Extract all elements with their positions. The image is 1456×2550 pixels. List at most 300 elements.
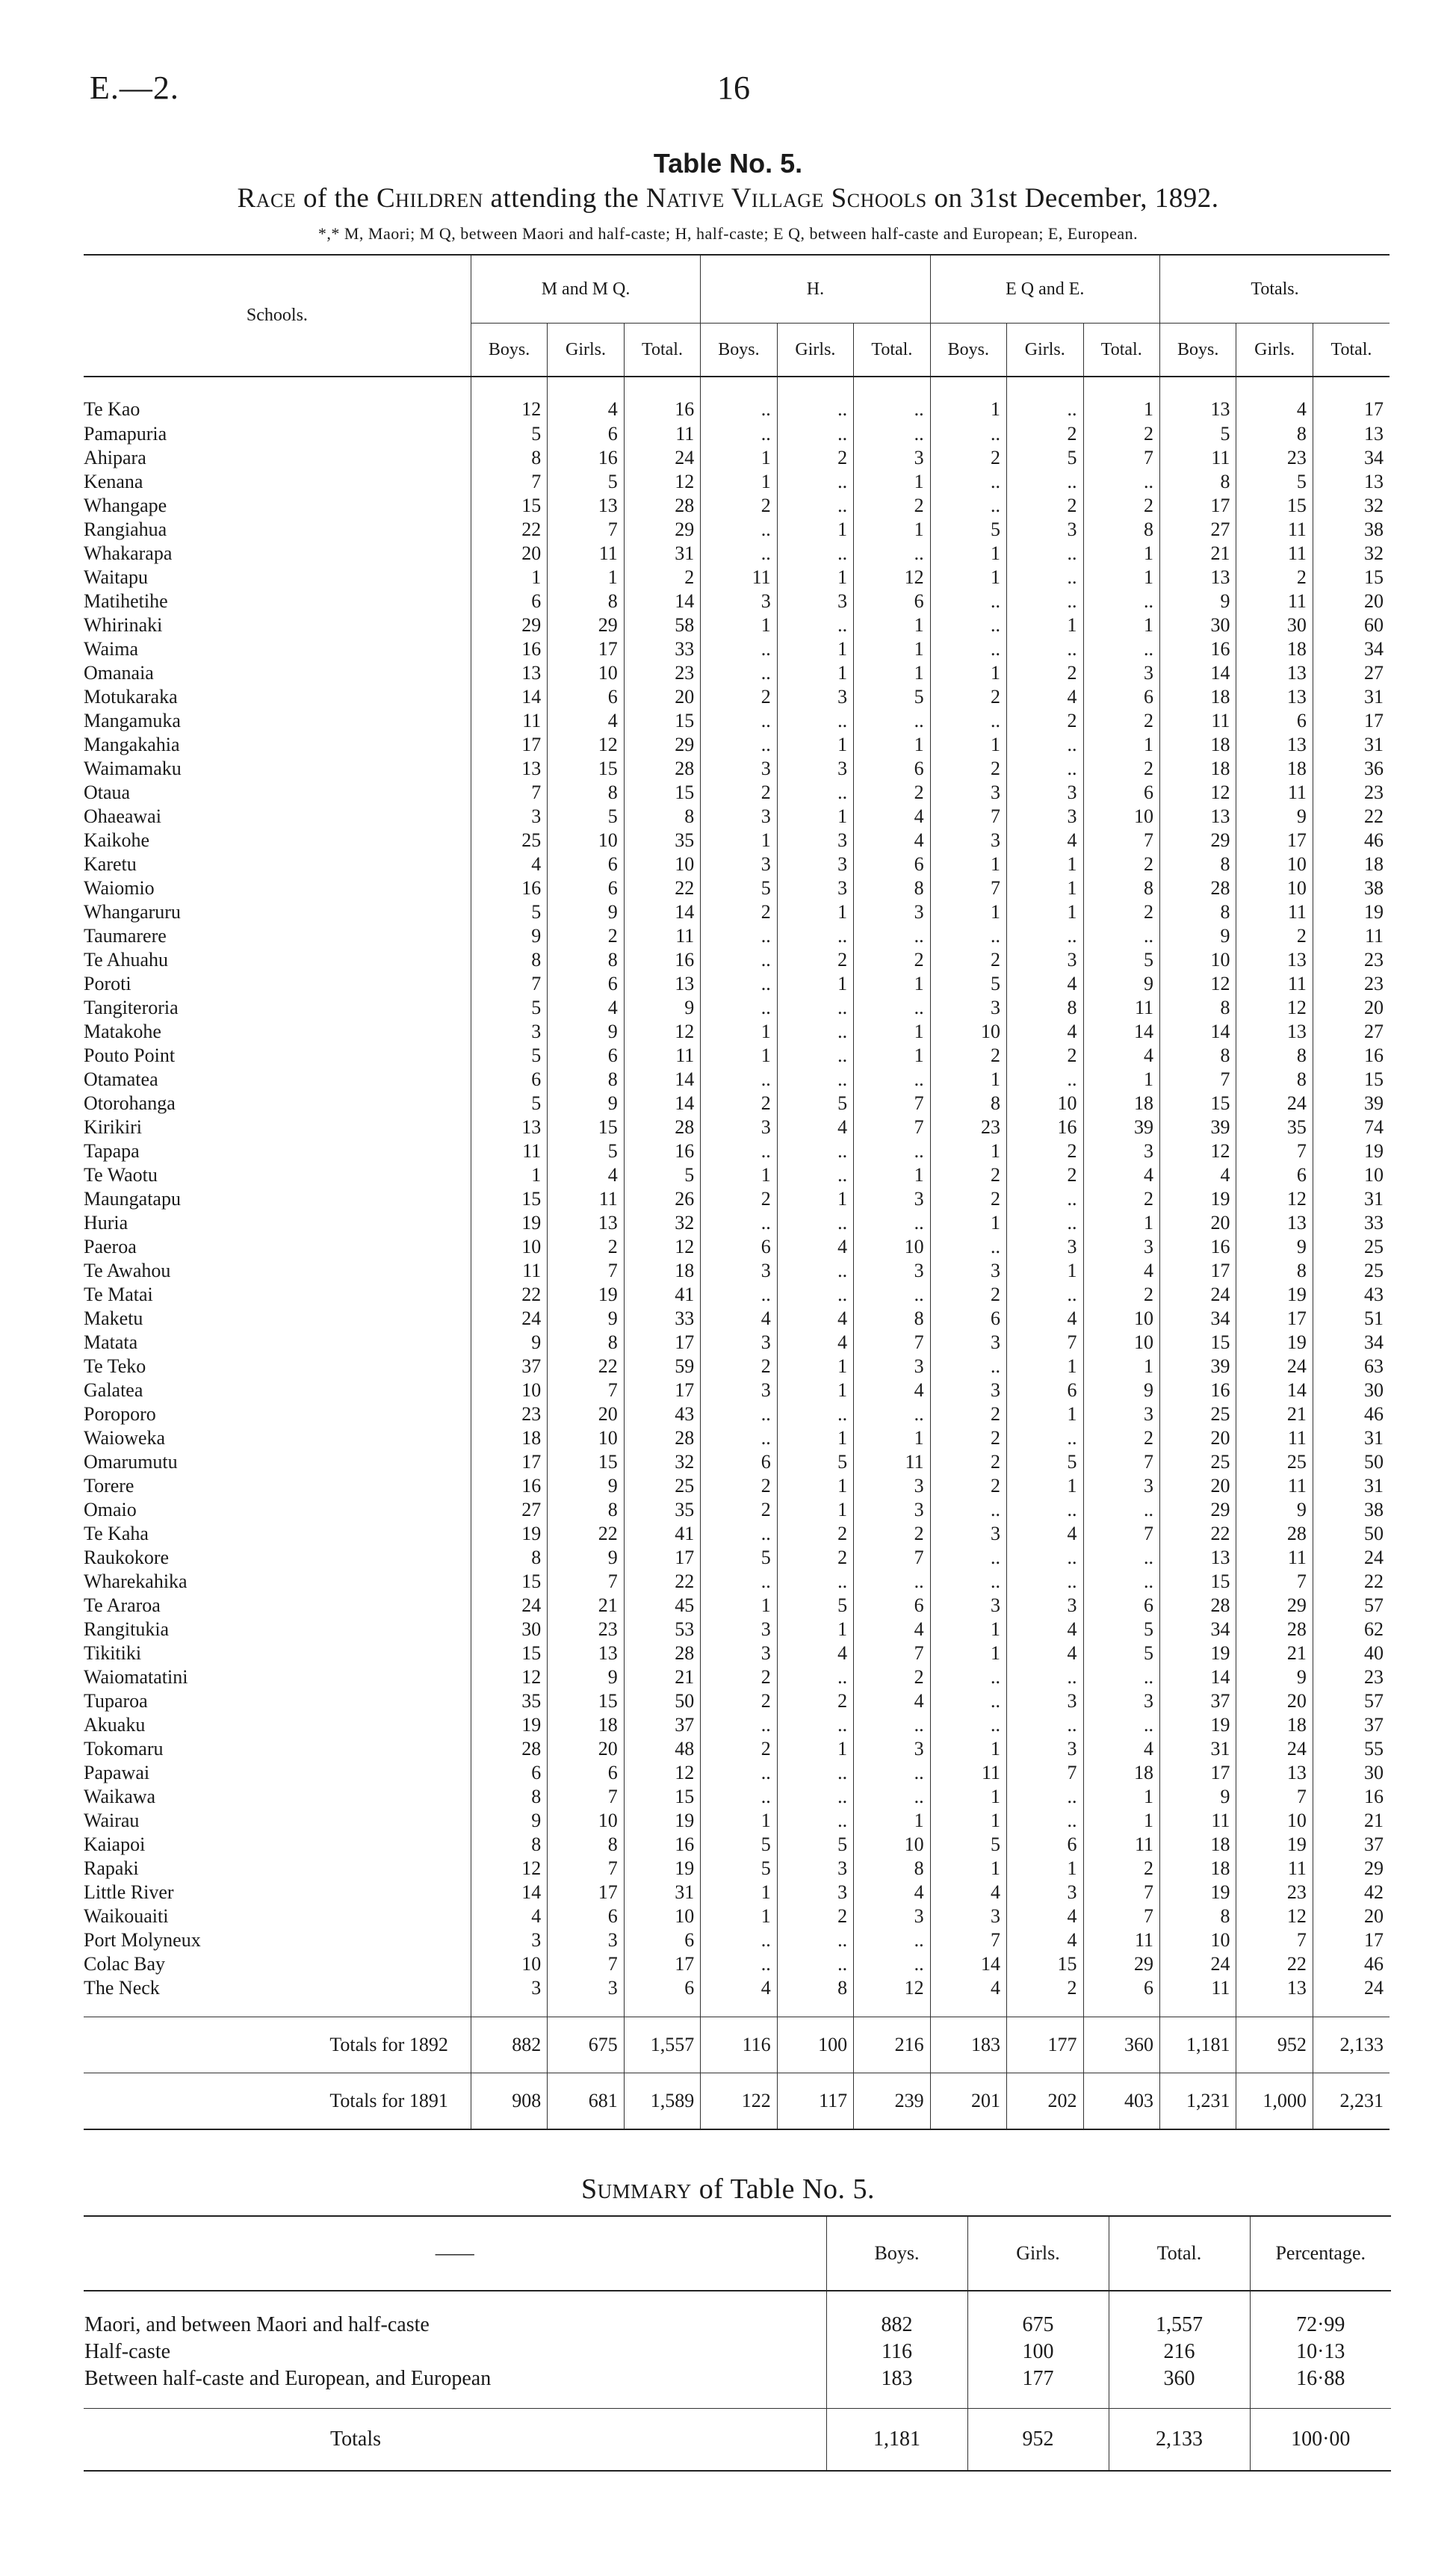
value-cell: ..: [777, 1713, 853, 1737]
value-cell: 6: [701, 1450, 777, 1474]
value-cell: 18: [1159, 757, 1236, 781]
value-cell: 8: [471, 1833, 547, 1857]
value-cell: 2: [1083, 757, 1159, 781]
value-cell: 53: [624, 1618, 700, 1641]
school-name: [84, 1139, 471, 1163]
value-cell: 5: [548, 470, 624, 494]
school-name: [84, 924, 471, 948]
value-cell: ..: [1007, 542, 1083, 566]
school-row: [84, 1259, 1390, 1283]
value-cell: 8: [548, 589, 624, 613]
value-cell: 952: [1236, 2017, 1313, 2073]
value-cell: 2: [1083, 900, 1159, 924]
value-cell: 2: [1236, 924, 1313, 948]
value-cell: 34: [1159, 1618, 1236, 1641]
value-cell: 1: [1083, 1809, 1159, 1833]
value-cell: 18: [1159, 1857, 1236, 1881]
school-name: [84, 781, 471, 805]
value-cell: 1: [701, 613, 777, 637]
school-row: [84, 876, 1390, 900]
value-cell: 13: [1236, 1976, 1313, 2017]
value-cell: ..: [854, 924, 930, 948]
value-cell: 12: [1236, 1187, 1313, 1211]
value-cell: 1: [701, 1904, 777, 1928]
value-cell: 10: [1083, 1307, 1159, 1331]
school-name: [84, 1737, 471, 1761]
value-cell: 15: [471, 1570, 547, 1594]
value-cell: 19: [548, 1283, 624, 1307]
value-cell: 43: [1313, 1283, 1390, 1307]
value-cell: 6: [1083, 1976, 1159, 2017]
value-cell: ..: [930, 1665, 1006, 1689]
value-cell: 31: [1313, 1426, 1390, 1450]
value-cell: 9: [548, 1307, 624, 1331]
value-cell: 74: [1313, 1115, 1390, 1139]
value-cell: 6: [854, 757, 930, 781]
value-cell: 15: [548, 1689, 624, 1713]
value-cell: 2: [701, 781, 777, 805]
value-cell: 25: [1313, 1259, 1390, 1283]
school-name-text: Kaikohe: [84, 829, 150, 851]
value-cell: 3: [854, 446, 930, 470]
value-cell: 19: [1159, 1713, 1236, 1737]
school-name-text: Waioweka: [84, 1427, 166, 1449]
school-row: [84, 1450, 1390, 1474]
value-cell: 3: [701, 1378, 777, 1402]
summary-header-boys: Boys.: [826, 2216, 967, 2291]
value-cell: 177: [1007, 2017, 1083, 2073]
value-cell: 17: [1159, 1761, 1236, 1785]
value-cell: 11: [1083, 1833, 1159, 1857]
school-row: [84, 1498, 1390, 1522]
value-cell: ..: [930, 422, 1006, 446]
value-cell: ..: [777, 1570, 853, 1594]
school-row: [84, 589, 1390, 613]
summary-value-cell: 177: [967, 2365, 1109, 2409]
value-cell: 3: [930, 1259, 1006, 1283]
value-cell: 10: [1159, 1928, 1236, 1952]
value-cell: 6: [471, 1068, 547, 1092]
value-cell: 3: [930, 1904, 1006, 1928]
value-cell: 20: [1313, 1904, 1390, 1928]
value-cell: 11: [1236, 518, 1313, 542]
value-cell: ..: [1007, 1187, 1083, 1211]
value-cell: 3: [701, 1259, 777, 1283]
value-cell: 17: [1159, 494, 1236, 518]
school-name-text: Tokomaru: [84, 1738, 164, 1760]
value-cell: 1: [930, 900, 1006, 924]
value-cell: 7: [548, 1378, 624, 1402]
value-cell: 3: [930, 1331, 1006, 1355]
value-cell: 2: [777, 1904, 853, 1928]
value-cell: 14: [1083, 1020, 1159, 1044]
value-cell: 24: [1159, 1283, 1236, 1307]
value-cell: 1: [777, 1474, 853, 1498]
value-cell: 6: [548, 972, 624, 996]
value-cell: 11: [471, 1139, 547, 1163]
value-cell: 7: [1083, 1881, 1159, 1904]
school-row: [84, 1235, 1390, 1259]
school-row: [84, 1713, 1390, 1737]
value-cell: 60: [1313, 613, 1390, 637]
value-cell: 23: [1236, 446, 1313, 470]
school-name: [84, 1976, 471, 2017]
value-cell: 12: [1236, 996, 1313, 1020]
school-name: [84, 1498, 471, 1522]
value-cell: 1,557: [624, 2017, 700, 2073]
value-cell: 9: [471, 924, 547, 948]
value-cell: ..: [854, 1283, 930, 1307]
value-cell: 7: [548, 518, 624, 542]
school-row: [84, 1976, 1390, 2017]
school-row: [84, 757, 1390, 781]
value-cell: 3: [1083, 1474, 1159, 1498]
school-row: [84, 1044, 1390, 1068]
value-cell: ..: [1083, 589, 1159, 613]
value-cell: 3: [1083, 1689, 1159, 1713]
value-cell: ..: [930, 1235, 1006, 1259]
value-cell: 31: [1313, 685, 1390, 709]
value-cell: 11: [1236, 589, 1313, 613]
col-header-girls: Girls.: [1236, 324, 1313, 377]
value-cell: ..: [777, 781, 853, 805]
value-cell: 3: [1007, 1594, 1083, 1618]
value-cell: 14: [471, 685, 547, 709]
value-cell: 6: [1083, 781, 1159, 805]
value-cell: 11: [930, 1761, 1006, 1785]
value-cell: 7: [930, 805, 1006, 829]
value-cell: 23: [548, 1618, 624, 1641]
value-cell: 2: [701, 1355, 777, 1378]
value-cell: 2: [854, 1665, 930, 1689]
value-cell: 20: [1159, 1474, 1236, 1498]
value-cell: 5: [471, 996, 547, 1020]
value-cell: 1: [777, 972, 853, 996]
school-name: [84, 1881, 471, 1904]
value-cell: 19: [471, 1211, 547, 1235]
value-cell: ..: [1007, 1546, 1083, 1570]
value-cell: 7: [930, 876, 1006, 900]
value-cell: 8: [1159, 852, 1236, 876]
value-cell: 3: [1007, 1737, 1083, 1761]
value-cell: ..: [854, 996, 930, 1020]
summary-total-row-label: Totals: [84, 2409, 826, 2472]
value-cell: 5: [930, 972, 1006, 996]
value-cell: 16: [1007, 1115, 1083, 1139]
value-cell: 2: [930, 1187, 1006, 1211]
group-header-totals: Totals.: [1159, 255, 1390, 324]
value-cell: 1: [777, 566, 853, 589]
value-cell: 12: [1159, 781, 1236, 805]
school-name-text: Torere: [84, 1475, 134, 1497]
school-name-text: The Neck: [84, 1977, 160, 1999]
value-cell: 5: [701, 1833, 777, 1857]
value-cell: 4: [1083, 1044, 1159, 1068]
value-cell: 19: [1313, 1139, 1390, 1163]
school-row: [84, 637, 1390, 661]
value-cell: 8: [1007, 996, 1083, 1020]
value-cell: 9: [1236, 1235, 1313, 1259]
value-cell: 6: [1083, 685, 1159, 709]
value-cell: 1: [1007, 1259, 1083, 1283]
value-cell: 1: [777, 637, 853, 661]
school-name: [84, 1450, 471, 1474]
value-cell: ..: [777, 1809, 853, 1833]
value-cell: 21: [1313, 1809, 1390, 1833]
value-cell: 8: [471, 446, 547, 470]
value-cell: 2: [1083, 1857, 1159, 1881]
value-cell: 10: [1159, 948, 1236, 972]
totals-label: [84, 2073, 471, 2130]
value-cell: 1: [854, 518, 930, 542]
value-cell: 11: [1313, 924, 1390, 948]
value-cell: 28: [624, 1115, 700, 1139]
school-row: [84, 805, 1390, 829]
value-cell: ..: [854, 422, 930, 446]
value-cell: 11: [854, 1450, 930, 1474]
value-cell: 22: [1159, 1522, 1236, 1546]
value-cell: 1: [777, 1618, 853, 1641]
value-cell: ..: [701, 1761, 777, 1785]
table-subtitle: [0, 182, 1456, 214]
value-cell: 24: [1159, 1952, 1236, 1976]
value-cell: 27: [1313, 661, 1390, 685]
value-cell: 3: [1007, 948, 1083, 972]
school-name-text: Huria: [84, 1212, 128, 1234]
value-cell: ..: [777, 1068, 853, 1092]
value-cell: 5: [1083, 1641, 1159, 1665]
value-cell: 2: [930, 1426, 1006, 1450]
value-cell: ..: [930, 1713, 1006, 1737]
school-name: [84, 1307, 471, 1331]
value-cell: 3: [471, 1928, 547, 1952]
value-cell: 50: [1313, 1450, 1390, 1474]
value-cell: 18: [471, 1426, 547, 1450]
value-cell: ..: [930, 613, 1006, 637]
value-cell: 7: [1083, 1450, 1159, 1474]
value-cell: 11: [1236, 1857, 1313, 1881]
value-cell: 9: [1236, 1498, 1313, 1522]
value-cell: 50: [1313, 1522, 1390, 1546]
value-cell: 8: [854, 876, 930, 900]
value-cell: 2: [701, 900, 777, 924]
value-cell: ..: [1083, 470, 1159, 494]
school-row: [84, 1665, 1390, 1689]
school-name-text: Wharekahika: [84, 1570, 188, 1592]
value-cell: 18: [1083, 1761, 1159, 1785]
value-cell: 6: [548, 1904, 624, 1928]
value-cell: 21: [1236, 1402, 1313, 1426]
value-cell: 8: [1236, 1068, 1313, 1092]
value-cell: 19: [1313, 900, 1390, 924]
value-cell: 1: [930, 1785, 1006, 1809]
value-cell: ..: [1083, 1665, 1159, 1689]
value-cell: ..: [1007, 1785, 1083, 1809]
value-cell: 35: [1236, 1115, 1313, 1139]
value-cell: 63: [1313, 1355, 1390, 1378]
value-cell: 1: [777, 1187, 853, 1211]
summary-value-cell: 952: [967, 2409, 1109, 2472]
value-cell: 20: [1236, 1689, 1313, 1713]
value-cell: 4: [854, 1618, 930, 1641]
value-cell: 3: [854, 1904, 930, 1928]
value-cell: ..: [777, 924, 853, 948]
value-cell: 20: [471, 542, 547, 566]
value-cell: 23: [1313, 1665, 1390, 1689]
value-cell: 5: [1007, 446, 1083, 470]
value-cell: 18: [1083, 1092, 1159, 1115]
school-name-text: Matata: [84, 1331, 138, 1353]
value-cell: 2: [701, 1665, 777, 1689]
value-cell: ..: [777, 470, 853, 494]
value-cell: ..: [701, 1713, 777, 1737]
value-cell: 20: [548, 1737, 624, 1761]
summary-value-cell: 1,181: [826, 2409, 967, 2472]
school-name: [84, 852, 471, 876]
value-cell: 3: [854, 1187, 930, 1211]
value-cell: 5: [1083, 948, 1159, 972]
value-cell: 4: [854, 1378, 930, 1402]
value-cell: ..: [701, 972, 777, 996]
school-name: [84, 1044, 471, 1068]
school-name-text: Raukokore: [84, 1547, 170, 1568]
value-cell: 2: [930, 1163, 1006, 1187]
value-cell: 6: [548, 1044, 624, 1068]
value-cell: 17: [1236, 1307, 1313, 1331]
school-row: [84, 852, 1390, 876]
school-row: [84, 1833, 1390, 1857]
value-cell: 5: [701, 876, 777, 900]
school-name-text: Pamapuria: [84, 423, 167, 445]
school-name: [84, 613, 471, 637]
value-cell: 1: [777, 1355, 853, 1378]
value-cell: 9: [471, 1809, 547, 1833]
school-row: [84, 1211, 1390, 1235]
value-cell: 1: [701, 446, 777, 470]
value-cell: 122: [701, 2073, 777, 2130]
value-cell: ..: [701, 1283, 777, 1307]
value-cell: 40: [1313, 1641, 1390, 1665]
value-cell: ..: [777, 1020, 853, 1044]
value-cell: 7: [548, 1785, 624, 1809]
school-row: [84, 470, 1390, 494]
value-cell: 14: [471, 1881, 547, 1904]
school-row: [84, 948, 1390, 972]
value-cell: 11: [1236, 542, 1313, 566]
value-cell: 2: [701, 1092, 777, 1115]
value-cell: 5: [624, 1163, 700, 1187]
value-cell: 6: [1236, 1163, 1313, 1187]
value-cell: 46: [1313, 1952, 1390, 1976]
value-cell: 14: [1159, 1665, 1236, 1689]
value-cell: 5: [471, 1092, 547, 1115]
value-cell: 4: [701, 1307, 777, 1331]
value-cell: 9: [471, 1331, 547, 1355]
value-cell: 11: [1159, 1809, 1236, 1833]
value-cell: 24: [624, 446, 700, 470]
value-cell: 7: [1083, 446, 1159, 470]
value-cell: 17: [624, 1546, 700, 1570]
value-cell: 17: [471, 733, 547, 757]
subtitle-attending: attending the: [490, 183, 639, 214]
school-row: [84, 1378, 1390, 1402]
value-cell: 1: [1007, 1857, 1083, 1881]
value-cell: 28: [624, 757, 700, 781]
col-header-boys: Boys.: [1159, 324, 1236, 377]
school-name: [84, 1833, 471, 1857]
school-row: [84, 1618, 1390, 1641]
value-cell: 22: [471, 1283, 547, 1307]
value-cell: ..: [777, 1402, 853, 1426]
value-cell: 37: [1313, 1713, 1390, 1737]
school-name-text: Otorohanga: [84, 1092, 176, 1114]
value-cell: 10: [1083, 805, 1159, 829]
value-cell: 6: [471, 589, 547, 613]
value-cell: 2: [1007, 1044, 1083, 1068]
value-cell: 2: [854, 948, 930, 972]
value-cell: 1: [701, 1594, 777, 1618]
value-cell: 17: [548, 1881, 624, 1904]
value-cell: 4: [777, 1307, 853, 1331]
value-cell: ..: [777, 1259, 853, 1283]
value-cell: 9: [624, 996, 700, 1020]
value-cell: 48: [624, 1737, 700, 1761]
school-name: [84, 422, 471, 446]
school-name-text: Pouto Point: [84, 1045, 176, 1066]
value-cell: 11: [1236, 781, 1313, 805]
school-row: [84, 566, 1390, 589]
col-header-total: Total.: [624, 324, 700, 377]
value-cell: 1: [1007, 1474, 1083, 1498]
value-cell: 23: [624, 661, 700, 685]
value-cell: 6: [548, 876, 624, 900]
value-cell: 13: [1159, 1546, 1236, 1570]
value-cell: 12: [624, 470, 700, 494]
school-name-text: Omarumutu: [84, 1451, 178, 1473]
value-cell: 11: [1236, 900, 1313, 924]
value-cell: 15: [1159, 1331, 1236, 1355]
value-cell: 19: [1159, 1641, 1236, 1665]
value-cell: 37: [1159, 1689, 1236, 1713]
school-name-text: Papawai: [84, 1762, 150, 1783]
value-cell: 882: [471, 2017, 547, 2073]
value-cell: ..: [930, 589, 1006, 613]
value-cell: 1: [777, 1737, 853, 1761]
summary-row: [84, 2365, 1391, 2409]
value-cell: 37: [624, 1713, 700, 1737]
value-cell: 25: [624, 1474, 700, 1498]
school-row: [84, 422, 1390, 446]
value-cell: 19: [471, 1522, 547, 1546]
value-cell: 9: [548, 1546, 624, 1570]
race-table: [84, 254, 1390, 2130]
school-row: [84, 518, 1390, 542]
school-name-text: Matihetihe: [84, 590, 168, 612]
value-cell: 1: [854, 1809, 930, 1833]
value-cell: 1: [930, 1737, 1006, 1761]
value-cell: 59: [624, 1355, 700, 1378]
value-cell: 12: [1159, 1139, 1236, 1163]
group-header-mmq: M and M Q.: [471, 255, 700, 324]
school-name: [84, 1115, 471, 1139]
value-cell: 13: [471, 1115, 547, 1139]
value-cell: ..: [1007, 1498, 1083, 1522]
value-cell: 1: [930, 733, 1006, 757]
value-cell: 25: [471, 829, 547, 852]
value-cell: 1: [777, 661, 853, 685]
school-name: [84, 1092, 471, 1115]
value-cell: 15: [471, 494, 547, 518]
